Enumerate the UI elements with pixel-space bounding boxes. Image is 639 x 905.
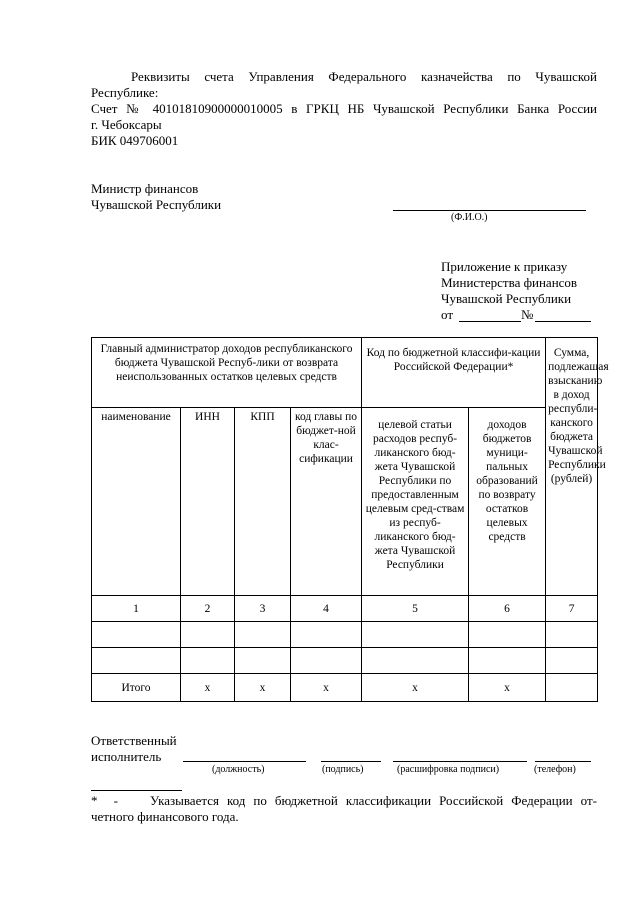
requisites-bik: БИК 049706001: [91, 133, 179, 148]
requisites-block: [91, 69, 597, 149]
appendix-from-label: от: [441, 307, 454, 322]
appendix-line-3: Чувашской Республики: [441, 291, 572, 306]
header-kbk-group: Код по бюджетной классифи-кации Российской Федерации*: [362, 338, 546, 408]
requisites-city: г. Чебоксары: [91, 117, 162, 132]
requisites-line-2: Республике:: [91, 85, 159, 100]
header-target-article: целевой статьи расходов респуб-ликанского бюд-жета Чувашской Республики по предоставленным целевым сред-ствам из респуб-ликанского бюд-жета Чувашской Республики: [362, 408, 469, 596]
table-numbers-row: [92, 596, 598, 622]
appendix-line-2: Министерства финансов: [441, 275, 578, 290]
col-number-6: 6: [469, 596, 546, 622]
number-sign: №: [521, 307, 534, 322]
responsible-line-1: Ответственный: [91, 733, 177, 748]
refund-table: [91, 337, 609, 702]
requisites-account: Счет № 40101810900000010005 в ГРКЦ НБ Чувашской Республики Банка России: [91, 101, 597, 116]
table-cell: [362, 622, 469, 648]
decode-line: [393, 761, 527, 762]
col-number-5: 5: [362, 596, 469, 622]
footnote-line-2: четного финансового года.: [91, 809, 239, 824]
table-cell: [235, 648, 291, 674]
appendix-block: [441, 259, 601, 323]
requisites-line-1: Реквизиты счета Управления Федерального казначейства по Чувашской: [131, 69, 597, 84]
table-cell: [362, 648, 469, 674]
minister-line-2: Чувашской Республики: [91, 197, 222, 212]
responsible-line-2: исполнитель: [91, 749, 162, 764]
minister-line-1: Министр финансов: [91, 181, 199, 196]
table-cell: [92, 648, 181, 674]
total-mark-target: х: [362, 674, 469, 702]
table-row: [92, 648, 598, 674]
table-cell: [235, 622, 291, 648]
header-name: наименование: [92, 408, 181, 596]
col-number-1: 1: [92, 596, 181, 622]
header-head-code: код главы по бюджет-ной клас-сификации: [291, 408, 362, 596]
table-cell: [181, 622, 235, 648]
caption-sign: (подпись): [322, 764, 364, 775]
date-blank-line: [459, 321, 521, 322]
table-cell: [181, 648, 235, 674]
table-cell: [469, 648, 546, 674]
col-number-2: 2: [181, 596, 235, 622]
number-blank-line: [535, 321, 591, 322]
col-number-4: 4: [291, 596, 362, 622]
header-kpp: КПП: [235, 408, 291, 596]
header-admin-group: Главный администратор доходов республиканского бюджета Чувашской Респуб-лики от возврата неиспользованных остатков целевых средств: [92, 338, 362, 408]
total-sum-cell: [546, 674, 598, 702]
phone-line: [535, 761, 591, 762]
responsible-label: [91, 733, 177, 765]
position-line: [183, 761, 306, 762]
caption-phone: (телефон): [534, 764, 576, 775]
col-number-3: 3: [235, 596, 291, 622]
col-number-7: 7: [546, 596, 598, 622]
table-cell: [469, 622, 546, 648]
total-mark-kpp: х: [235, 674, 291, 702]
total-mark-inn: х: [181, 674, 235, 702]
table-cell: [92, 622, 181, 648]
table-cell: [546, 622, 598, 648]
table-total-row: [92, 674, 598, 702]
caption-decode: (расшифровка подписи): [397, 764, 500, 775]
header-income-code: доходов бюджетов муници-пальных образований по возврату остатков целевых средств: [469, 408, 546, 596]
sign-line: [321, 761, 381, 762]
total-mark-head-code: х: [291, 674, 362, 702]
footnote: [91, 793, 597, 825]
table-header-row-2: [92, 408, 598, 596]
table-cell: [546, 648, 598, 674]
fio-line: [393, 210, 586, 211]
caption-position: (должность): [212, 764, 265, 775]
table-cell: [291, 622, 362, 648]
total-mark-income: х: [469, 674, 546, 702]
minister-title: [91, 181, 221, 213]
total-label: Итого: [92, 674, 181, 702]
footnote-separator: [91, 790, 182, 791]
header-sum: Сумма, подлежащая взысканию в доход республи-канского бюджета Чувашской Республики (рублей): [546, 338, 598, 596]
footnote-line-1: * - Указывается код по бюджетной классификации Российской Федерации от-: [91, 793, 597, 808]
header-inn: ИНН: [181, 408, 235, 596]
table-header-row-1: [92, 338, 598, 408]
fio-caption: (Ф.И.О.): [451, 212, 488, 223]
table-row: [92, 622, 598, 648]
appendix-date-line: [441, 307, 601, 323]
appendix-line-1: Приложение к приказу: [441, 259, 568, 274]
table-cell: [291, 648, 362, 674]
